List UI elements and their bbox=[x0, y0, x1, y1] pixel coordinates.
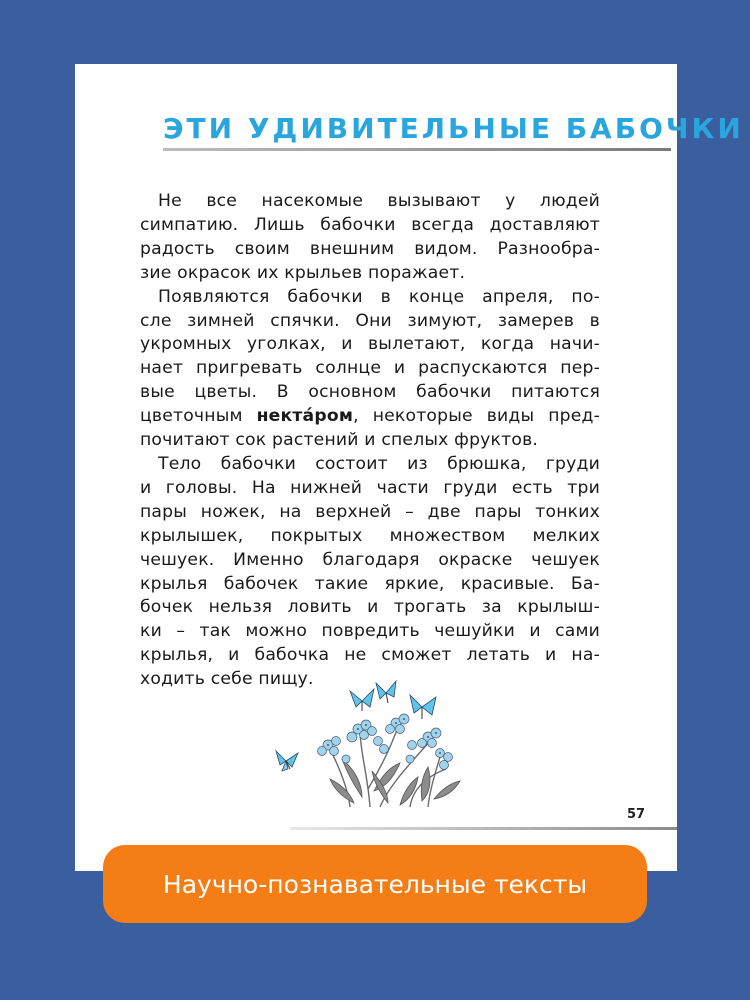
banner-text: Научно-познавательные тексты bbox=[162, 869, 588, 899]
text-line: чешуек. Именно благодаря окраске чешуек bbox=[140, 549, 600, 570]
text-line: Не все насекомые вызывают у людей bbox=[158, 191, 600, 211]
bold-term-nectar: нектáром bbox=[256, 406, 354, 427]
title-underline bbox=[163, 148, 671, 151]
text-line: пары ножек, на верхней – две пары тонких bbox=[140, 501, 600, 522]
text-line: Появляются бабочки в конце апреля, по- bbox=[158, 286, 600, 307]
text-line: вые цветы. В основном бабочки питаются bbox=[140, 382, 600, 403]
butterfly-icon bbox=[350, 689, 374, 711]
forget-me-not-flowers bbox=[318, 714, 453, 770]
text-line: Тело бабочки состоит из брюшка, груди bbox=[158, 453, 600, 474]
text-line: крылышек, покрытых множеством мелких bbox=[140, 525, 600, 546]
text-line: бочек нельзя ловить и трогать за крылыш- bbox=[140, 597, 600, 618]
paragraph-1 bbox=[140, 190, 600, 286]
text-before-term: цветочным bbox=[140, 406, 257, 427]
book-page bbox=[75, 64, 744, 871]
text-line: крылья бабочек такие яркие, красивые. Ба- bbox=[140, 573, 600, 594]
text-line: ходить себе пищу. bbox=[140, 669, 314, 690]
text-after-term: , некоторые виды пред- bbox=[353, 406, 601, 427]
category-banner bbox=[103, 845, 647, 923]
paragraph-2 bbox=[140, 286, 600, 453]
text-line: крылья, и бабочка не сможет летать и на- bbox=[140, 645, 600, 666]
body-text bbox=[140, 190, 600, 692]
text-line: нает пригревать солнце и распускаются пер- bbox=[140, 358, 600, 379]
butterflies-flowers-illustration bbox=[250, 679, 485, 809]
butterfly-icon bbox=[410, 695, 436, 719]
text-line: симпатию. Лишь бабочки всегда доставляют bbox=[140, 214, 600, 235]
butterfly-icon bbox=[276, 751, 298, 771]
text-line: укромных уголках, и вылетают, когда начи- bbox=[140, 334, 600, 355]
text-line: зие окрасок их крыльев поражает. bbox=[140, 262, 466, 283]
footer-rule bbox=[290, 827, 677, 830]
paragraph-3 bbox=[140, 453, 600, 692]
text-line-with-term bbox=[140, 405, 600, 429]
text-line: почитают сок растений и спелых фруктов. bbox=[140, 430, 539, 451]
text-line: радость своим внешним видом. Разнообра- bbox=[140, 238, 600, 259]
butterfly-icon bbox=[376, 681, 396, 703]
text-line: и головы. На нижней части груди есть три bbox=[140, 477, 600, 498]
text-line: сле зимней спячки. Они зимуют, замерев в bbox=[140, 310, 600, 331]
page-title: ЭТИ УДИВИТЕЛЬНЫЕ БАБОЧКИ bbox=[163, 112, 744, 145]
text-line: ки – так можно повредить чешуйки и сами bbox=[140, 621, 600, 642]
page-number: 57 bbox=[627, 807, 646, 822]
